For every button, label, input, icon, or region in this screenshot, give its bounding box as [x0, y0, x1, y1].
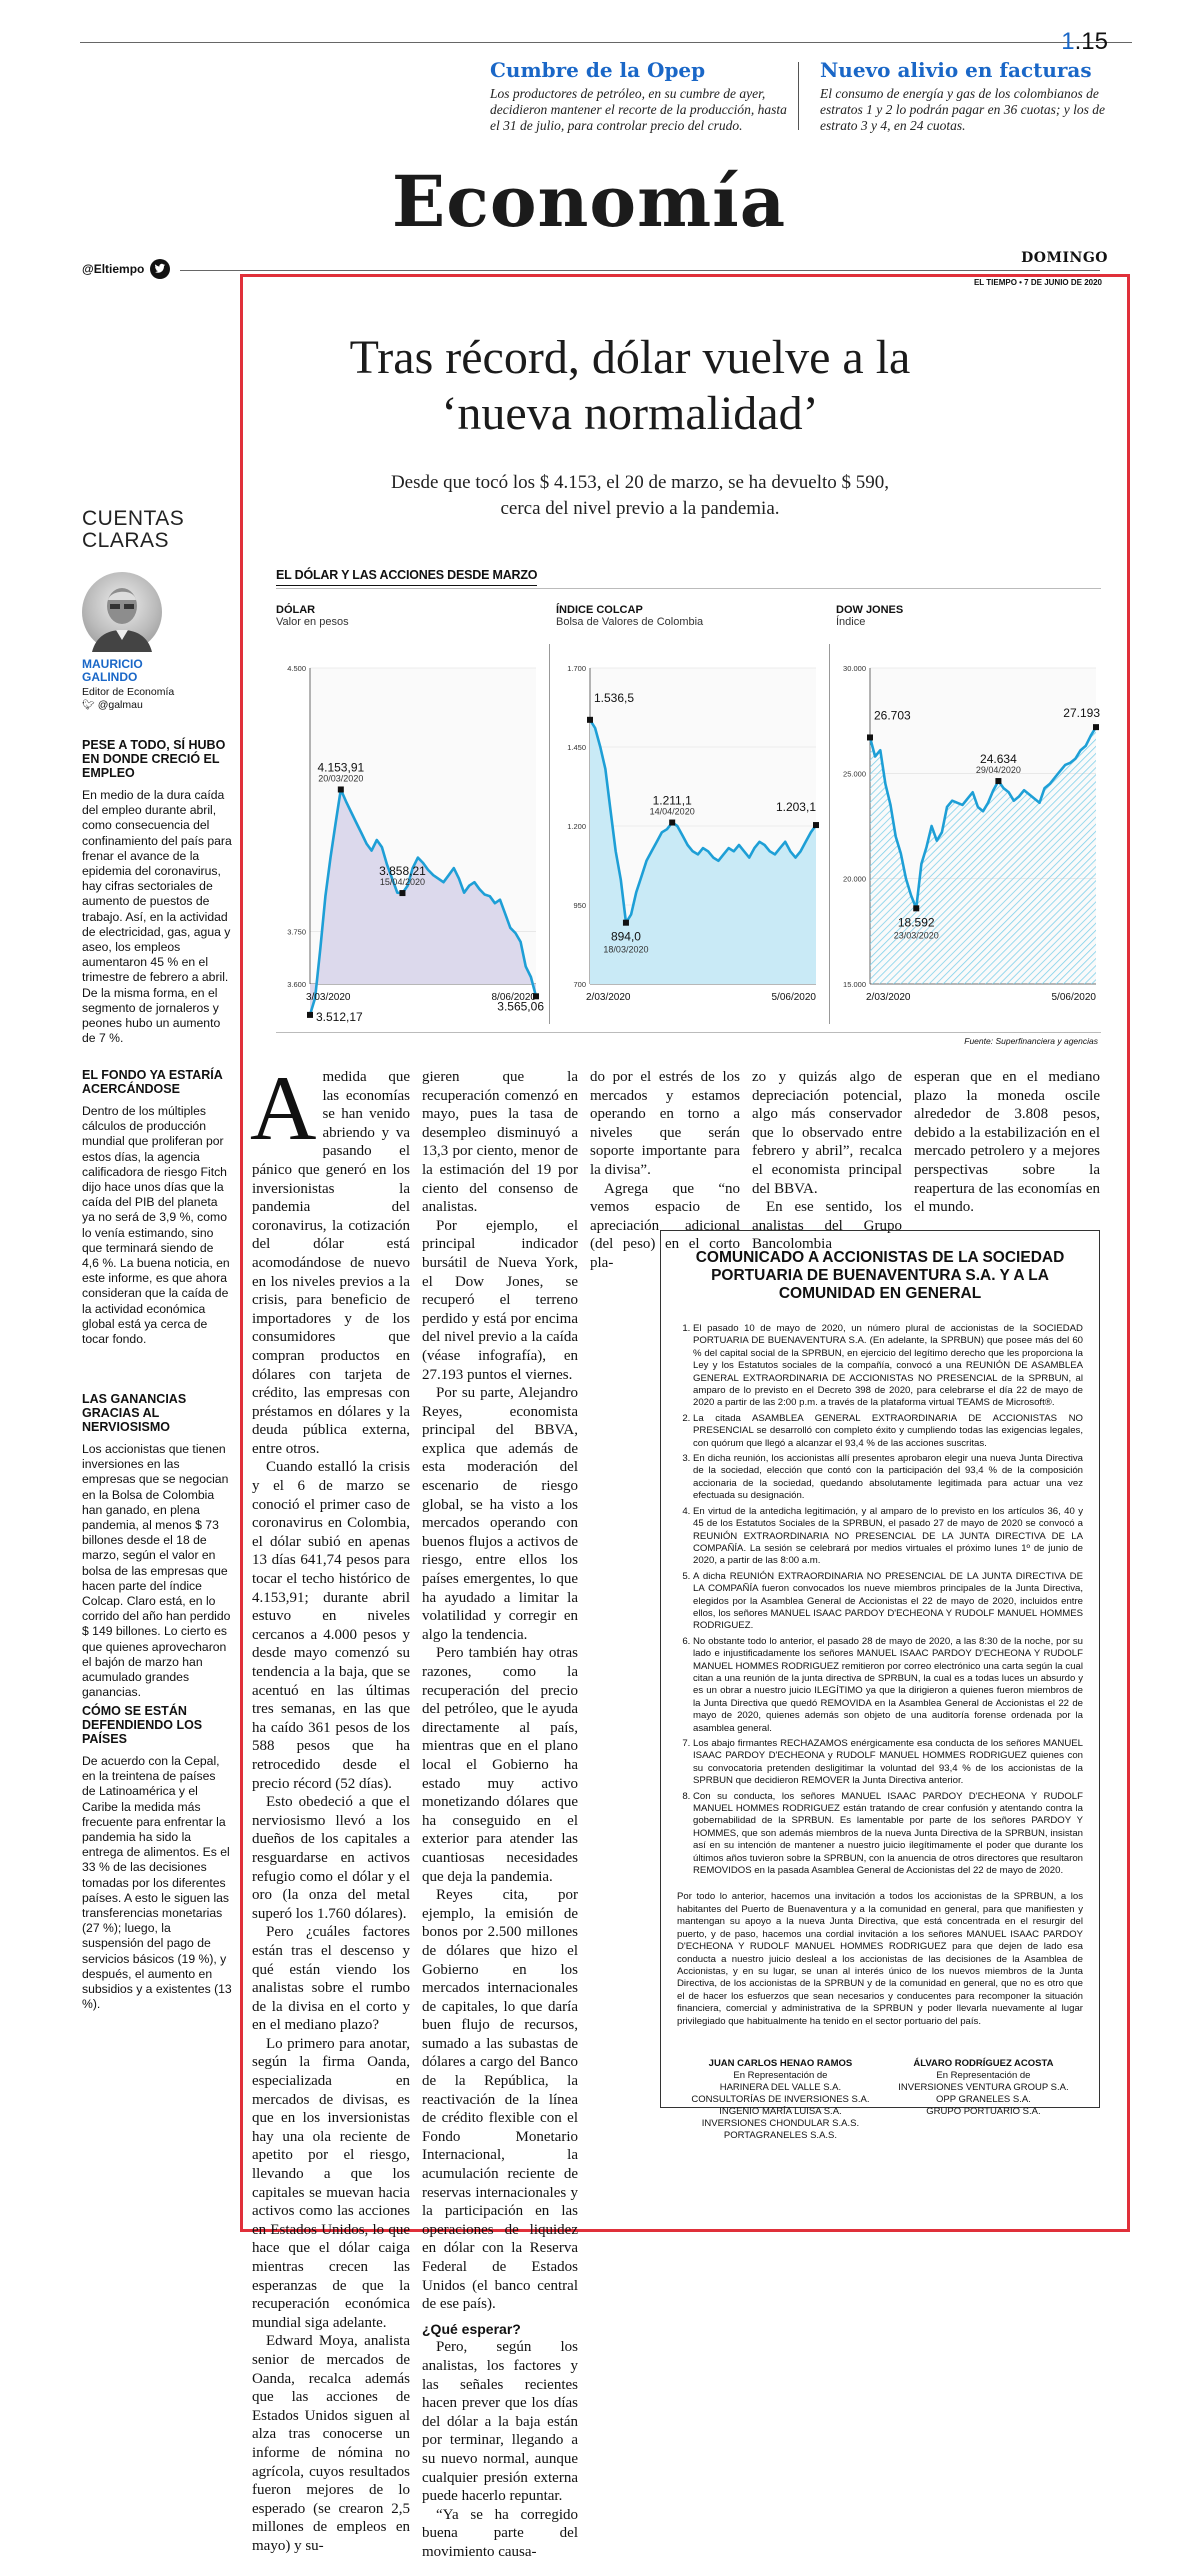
y-tick-label: 30.000: [843, 664, 866, 673]
article-col4: [752, 1068, 902, 1254]
article-col2: [422, 1068, 578, 2562]
article-paragraph: Reyes cita, por ejemplo, la emisión de bonos por 2.500 millones de dólares que hizo el Gobierno en los mercados internacionales de capitales, lo que daría buen flujo de recursos, sumado a las subastas de dólares a cargo del Banco de la República, la reactivación de la línea de crédito flexible con el Fondo Monetario Internacional, la acumulación reciente de reservas internacionales y la participación en las operaciones de liquidez en dólar con la Reserva Federal de Estados Unidos (el banco central de ese país).: [422, 1887, 578, 2313]
notice-signatures: [677, 2058, 1083, 2142]
date-line: EL TIEMPO • 7 DE JUNIO DE 2020: [973, 278, 1102, 287]
signature-role: En Representación de: [936, 2069, 1031, 2081]
data-point: [399, 890, 405, 896]
teaser-text: Los productores de petróleo, en su cumbre de ayer, decidieron mantener el recorte de la producción, hasta el 31 de julio, para controlar precio del crudo.: [490, 86, 787, 133]
data-point: [1093, 724, 1099, 730]
twitter-bird-icon: 🐦︎: [82, 699, 95, 711]
article-paragraph: Por su parte, Alejandro Reyes, economista principal del BBVA, explica que además de esta moderación del escenario de riesgo global, se ha visto a los mercados operando con buenos flujos a activos de riesgo, entre ellos los países emergentes, lo que ha ayudado a limitar la volatilidad y corregir en algo la tendencia.: [422, 1385, 578, 1643]
data-label: 26.703: [874, 708, 911, 723]
data-label: 1.536,5: [594, 690, 635, 705]
chart-title: DOW JONES: [836, 604, 904, 616]
article-col5: [914, 1068, 1100, 1217]
x-tick-label: 3/03/2020: [306, 992, 351, 1003]
section-title: Economía: [391, 160, 787, 243]
y-tick-label: 1.450: [567, 743, 586, 752]
chart-1: [556, 604, 824, 1024]
column-name: [82, 508, 184, 552]
data-label: 4.153,91: [317, 760, 365, 775]
y-tick-label: 3.750: [287, 927, 306, 937]
source-rule: [276, 1032, 1101, 1033]
notice-item: 7. Los abajo firmantes RECHAZAMOS enérgicamente esa conducta de los señores MANUEL ISAAC PARDOY D'ECHEONA y RUDOLF MANUEL HOMMES RODRIGUEZ quienes con su convocatoria pretenden desligitimar la voluntad del 93,4 % de los accionistas de la SPRBUN que decidieron REMOVER la Junta Directiva anterior.: [693, 1738, 1083, 1788]
notice-item: 2. La citada ASAMBLEA GENERAL EXTRAORDINARIA DE ACCIONISTAS NO PRESENCIAL se desarrolló con completo éxito y cumpliendo todas las exigencias legales, con quórum que llegó a alcanzar el 93,4 % de las acciones suscritas.: [693, 1413, 1083, 1450]
teaser-title: Cumbre de la Opep: [490, 58, 706, 82]
data-label: 3.858,21: [379, 864, 426, 879]
chart-svg: [836, 638, 1104, 1024]
article-paragraph: Edward Moya, analista senior de mercados de Oanda, recalca además que las acciones de Estados Unidos siguen al alza tras conocerse un informe de nómina no agrícola, cuyos resultados fueron mejores de lo esperado (se crearon 2,5 millones de empleos en mayo) y su-: [252, 2333, 410, 2554]
page-number-small: .15: [1074, 28, 1108, 55]
teaser-text: El consumo de energía y gas de los colombianos de estratos 1 y 2 lo podrán pagar en 36 cuotas; y los de estrato 3 y 4, en 24 cuotas.: [820, 86, 1105, 133]
chart-0: [276, 604, 544, 1024]
sidebar-item-fondo: [82, 1068, 232, 1347]
charts-area: [276, 604, 1106, 1024]
y-tick-label: 700: [573, 980, 586, 989]
sidebar-item-paises: [82, 1704, 232, 2012]
y-tick-label: 20.000: [843, 874, 866, 884]
notice-item: 5. A dicha REUNIÓN EXTRAORDINARIA NO PRESENCIAL DE LA JUNTA DIRECTIVA DE LA COMPAÑÍA fueron convocados los nueve miembros principales de la Junta Directiva, elegidos por la Asamblea General de Accionistas el 22 de mayo de 2020, incluidos entre ellos, los señores MANUEL ISAAC PARDOY D'ECHEONA Y RUDOLF MANUEL HOMMES RODRIGUEZ.: [693, 1571, 1083, 1633]
data-point: [307, 1012, 313, 1018]
notice-item: 1. El pasado 10 de mayo de 2020, un número plural de accionistas de la SOCIEDAD PORTUARIA DE BUENAVENTURA S.A. (En adelante, la SPRBUN) que posee más del 60 % del capital social de la SPRBUN, en ejercicio del legítimo derecho que les proporciona la Ley y los Estatutos sociales de la compañía, convocó a una REUNIÓN DE ASAMBLEA GENERAL EXTRAORDINARIA DE ACCIONISTAS NO PRESENCIAL de la SPRBUN, al amparo de lo previsto en el Decreto 398 de 2020, para celebrarse el día 22 de mayo de 2020 a partir de las 2:00 p.m. a través de la plataforma virtual TEAMS de Microsoft®.: [693, 1323, 1083, 1410]
sidebar-text: Los accionistas que tienen inversiones en las empresas que se negocian en la Bolsa de Colombia han ganado, en plena pandemia, al menos $ 73 billones desde el 18 de marzo, según el valor en bolsa de las empresas que hacen parte del índice Colcap. Claro está, en lo corrido del año han perdido $ 149 billones. Lo cierto es que quienes aprovecharon el bajón de marzo han acumulado grandes ganancias.: [82, 1442, 231, 1700]
signature-name: JUAN CARLOS HENAO RAMOS: [708, 2057, 853, 2069]
data-label: 894,0: [610, 929, 641, 944]
y-tick-label: 1.700: [567, 664, 586, 673]
signature-name: ÁLVARO RODRÍGUEZ ACOSTA: [913, 2057, 1054, 2069]
chart-subtitle: Índice: [836, 616, 866, 628]
twitter-handle: @Eltiempo: [82, 262, 145, 276]
sidebar-text: Dentro de los múltiples cálculos de producción mundial que proliferan por estos días, la agencia calificadora de riesgo Fitch dijo hace unos días que la caída del PIB del planeta ya no será de 3,9 %, como lo venía estimando, sino que terminará siendo de 4,6 %. La buena noticia, en este informe, es que ahora consideran que la caída de la actividad económica global está ya cerca de tocar fondo.: [82, 1104, 230, 1347]
data-point: [995, 778, 1001, 784]
article-paragraph: zo y quizás algo de depreciación potencial, algo más conservador que lo observado entre febrero y abril”, recalca el economista principal del BBVA.: [752, 1069, 902, 1197]
author-twitter: @galmau: [97, 699, 143, 711]
teaser-divider: [798, 62, 799, 130]
notice-item: 4. En virtud de la antedicha legitimación, y al amparo de lo previsto en los artículos 36, 40 y 45 de los Estatutos Sociales de la SPRBUN, el pasado 27 de mayo de 2020 se convocó a REUNIÓN EXTRAORDINARIA NO PRESENCIAL DE LA JUNTA DIRECTIVA DE LA COMPAÑÍA. La sesión se celebrará por medios virtuales el próximo lunes 1º de junio de 2020, a partir de las 8:00 a.m.: [693, 1506, 1083, 1568]
notice-title: COMUNICADO A ACCIONISTAS DE LA SOCIEDAD PORTUARIA DE BUENAVENTURA S.A. Y A LA COMUNIDAD EN GENERAL: [695, 1249, 1065, 1302]
author-name-line2: GALINDO: [82, 670, 138, 684]
article-paragraph: Por ejemplo, el principal indicador bursátil de Nueva York, el Dow Jones, se recuperó el terreno perdido y está por encima del nivel previo a la caída (véase infografía), en 27.193 puntos el viernes.: [422, 1217, 578, 1383]
signature-company: INGENIO MARÍA LUISA S.A.: [719, 2105, 842, 2117]
sidebar-item-ganancias: [82, 1392, 232, 1700]
x-tick-label: 5/06/2020: [1051, 992, 1096, 1003]
headline: Tras récord, dólar vuelve a la ‘nueva normalidad’: [349, 331, 911, 440]
sidebar-title: LAS GANANCIAS GRACIAS AL NERVIOSISMO: [82, 1392, 187, 1434]
data-label-date: 15/04/2020: [379, 877, 425, 888]
signature-henao: [691, 2058, 869, 2142]
data-point: [867, 734, 873, 740]
sidebar-title: PESE A TODO, SÍ HUBO EN DONDE CRECIÓ EL EMPLEO: [82, 738, 226, 780]
column-name-line2: CLARAS: [82, 529, 170, 552]
top-rule: [80, 42, 1132, 43]
data-label: 24.634: [980, 752, 1017, 767]
teaser-facturas[interactable]: [820, 58, 1110, 134]
y-tick-label: 15.000: [843, 980, 866, 989]
author-name: [82, 658, 222, 684]
author-twitter-row[interactable]: [82, 699, 222, 711]
twitter-handle-row[interactable]: [82, 259, 170, 279]
article-paragraph: Cuando estalló la crisis y el 6 de marzo se conoció el primer caso de coronavirus en Colombia, el dólar subió en apenas 13 días 641,74 pesos para tocar el techo histórico de 4.153,91; durante abril estuvo en niveles cercanos a 4.000 pesos y desde mayo comenzó su tendencia a la baja, que se acentuó en las últimas tres semanas, en las que ha caído 361 pesos de los 588 pesos que ha retrocedido desde el precio récord (52 días).: [252, 1459, 410, 1792]
sidebar-item-empleo: [82, 738, 232, 1046]
article-paragraph: Lo primero para anotar, según la firma Oanda, especializada en mercados de divisas, es que en los inversionistas hay una ola reciente de apetito por el riesgo, llevando a que los capitales se muevan hacia activos como las acciones en Estados Unidos, lo que hace que el dólar caiga mientras crecen las esperanzas de que la recuperación económica mundial siga adelante.: [252, 2035, 410, 2331]
author-role: Editor de Economía: [82, 686, 175, 698]
sidebar-text: En medio de la dura caída del empleo durante abril, como consecuencia del confinamiento del país para frenar el avance de la epidemia del coronavirus, hay cifras sectoriales de aumento de puestos de trabajo. Así, en la actividad de electricidad, gas, agua y aseo, los empleos aumentaron 45 % en el trimestre de febrero a abril. De la misma forma, en el segmento de jornaleros y peones hubo un aumento de 7 %.: [82, 788, 232, 1046]
data-label: 3.565,06: [497, 999, 544, 1014]
infographic-title: EL DÓLAR Y LAS ACCIONES DESDE MARZO: [276, 568, 537, 586]
data-label-date: 23/03/2020: [893, 930, 939, 941]
data-point: [587, 717, 593, 723]
chart-divider: [549, 644, 550, 1024]
article-col1: [250, 1057, 410, 2556]
y-tick-label: 25.000: [843, 769, 866, 779]
x-tick-label: 2/03/2020: [586, 992, 631, 1003]
data-point: [669, 820, 675, 826]
article-paragraph: medida que las economías se han venido abriendo y va pasando el pánico que generó en los inversionistas la pandemia del coronavirus, la cotización del dólar está acomodándose de nuevo en los niveles previos a la crisis, para beneficio de importadores y de los consumidores que compran productos en dólares con tarjeta de crédito, las empresas con préstamos en dólares y la deuda pública externa, entre otros.: [252, 1069, 410, 1457]
article-paragraph: do por el estrés de los mercados y estamos operando en torno a niveles que serán soporte importante para la divisa”.: [590, 1069, 740, 1178]
article-paragraph: En ese sentido, los analistas del Grupo Bancolombia: [752, 1199, 902, 1253]
twitter-icon: [150, 259, 170, 279]
sidebar-title: CÓMO SE ESTÁN DEFENDIENDO LOS PAÍSES: [82, 1704, 203, 1746]
chart-divider: [829, 644, 830, 1024]
chart-svg: [276, 638, 544, 1024]
signature-role: En Representación de: [733, 2069, 828, 2081]
chart-2: [836, 604, 1104, 1024]
author-block: [82, 658, 222, 711]
sidebar-text: De acuerdo con la Cepal, en la treintena de países de Latinoamérica y el Caribe la medida más frecuente para enfrentar la pandemia ha sido la entrega de alimentos. Es el 33 % de las decisiones tomadas por los diferentes países. A esto le siguen las transferencias monetarias (27 %); luego, la suspensión del pago de servicios básicos (19 %), y después, el aumento en subsidios y a existentes (13 %).: [82, 1754, 232, 2012]
infographic-source: Fuente: Superfinanciera y agencias: [964, 1036, 1098, 1046]
infographic-rule: [276, 588, 1101, 589]
notice-closing: Por todo lo anterior, hacemos una invitación a todos los accionistas de la SPRBUN, a los habitantes del Puerto de Buenaventura y a la comunidad en general, para que manifiesten y mantengan su apoyo a la nueva Junta Directiva, que está concentrada en el resurgir del puerto, y de paso, hacemos una cordial invitación a los señores MANUEL ISAAC PARDOY D'ECHEONA Y RUDOLF MANUEL HOMMES RODRIGUEZ para que dejen de lado esa conducta a nuestro juicio desleal a los accionistas de las decisiones de la Asamblea de Accionistas, y en su lugar, se unan al interés único de los nuevos miembros de la Junta Directiva, de los accionistas de la SPRBUN y de la comunidad en general, que no es otro que el de hacer los esfuerzos que sean necesarios y conducentes para recomponer la situación financiera, comercial y administrativa de la SPRBUN y poder llevarla nuevamente al lugar privilegiado que habitualmente ha tenido en el sector portuario del país.: [677, 1891, 1083, 2027]
subheadline: Desde que tocó los $ 4.153, el 20 de marzo, se ha devuelto $ 590, cerca del nivel previo a la pandemia.: [390, 472, 890, 519]
data-point: [813, 822, 819, 828]
column-name-line1: CUENTAS: [82, 507, 185, 530]
data-point: [338, 786, 344, 792]
y-tick-label: 4.500: [287, 664, 306, 673]
chart-title: ÍNDICE COLCAP: [556, 604, 643, 616]
data-label-date: 29/04/2020: [975, 765, 1021, 776]
signature-company: INVERSIONES VENTURA GROUP S.A.: [898, 2081, 1069, 2093]
chart-title: DÓLAR: [276, 604, 316, 616]
article-paragraph: “Ya se ha corregido buena parte del movimiento causa-: [422, 2506, 578, 2560]
day-label: DOMINGO: [1021, 250, 1108, 266]
notice-item: 8. Con su conducta, los señores MANUEL ISAAC PARDOY D'ECHEONA Y RUDOLF MANUEL HOMMES RODRIGUEZ están tratando de crear confusión y atentando contra la gobernabilidad de la SPRBUN. Es lamentable por parte de los señores PARDOY Y HOMMES, que son además miembros de la nueva Junta Directiva de la SPRBUN, insistan así en su intención de mantener a nuestro juicio ilegítimamente el poder que durante los últimos años tuvieron sobre la SPRBUN, con la anuencia de otros directores que resultaron REMOVIDOS en la pasada Asamblea General de Accionistas del 22 de mayo de 2020.: [693, 1791, 1083, 1878]
data-label: 18.592: [897, 915, 935, 930]
notice-item: 3. En dicha reunión, los accionistas allí presentes aprobaron elegir una nueva Junta Directiva de la sociedad, elección que contó con la participación del 93,4 % de la composición accionaria de la sociedad, quedando absolutamente legitimada para actuar una vez efectuada su designación.: [693, 1453, 1083, 1503]
article-paragraph: Agrega que “no vemos espacio de apreciación adicional (del peso) en el corto pla-: [590, 1180, 740, 1271]
x-tick-label: 8/06/2020: [491, 992, 536, 1003]
data-label: 1.211,1: [652, 793, 692, 808]
article-paragraph: Esto obedeció a que el nerviosismo llevó a los dueños de los capitales a resguardarse en activos refugio como el dólar y el oro (la onza del metal superó los 1.760 dólares).: [252, 1794, 410, 1922]
chart-subtitle: Valor en pesos: [276, 616, 349, 628]
article-paragraph: Pero también hay otras razones, como la recuperación del precio del petróleo, que le ayuda directamente al país, mientras que en el plano local el Gobierno ha estado muy activo monetizando dólares que ha conseguido en el exterior para atender las cuantiosas necesidades que deja la pandemia.: [422, 1645, 578, 1885]
page-number: [1061, 28, 1108, 56]
teaser-title: Nuevo alivio en facturas: [820, 58, 1092, 82]
signature-company: CONSULTORÍAS DE INVERSIONES S.A.: [691, 2093, 870, 2105]
data-label-date: 18/03/2020: [603, 944, 649, 955]
avatar: [82, 572, 162, 652]
header-rule: [180, 270, 1100, 271]
article-subhead: ¿Qué esperar?: [422, 2320, 521, 2337]
author-photo: [82, 572, 162, 652]
signature-company: OPP GRANELES S.A.: [936, 2093, 1031, 2105]
signature-company: PORTAGRANELES S.A.S.: [723, 2129, 838, 2141]
x-tick-label: 5/06/2020: [771, 992, 816, 1003]
data-label-date: 20/03/2020: [318, 773, 364, 784]
x-tick-label: 2/03/2020: [866, 992, 911, 1003]
author-name-line1: MAURICIO: [82, 657, 143, 671]
data-label: 27.193: [1063, 706, 1100, 721]
dropcap: A: [250, 1057, 317, 1159]
article-paragraph: esperan que en el mediano plazo la moneda oscile alrededor de 3.808 pesos, debido a la estabilización en el mercado petrolero y a mejores perspectivas sobre la reapertura de las economías en el mundo.: [914, 1069, 1100, 1216]
data-label: 3.512,17: [316, 1009, 363, 1024]
signature-company: HARINERA DEL VALLE S.A.: [719, 2081, 842, 2093]
teaser-opep[interactable]: [490, 58, 790, 134]
y-tick-label: 1.200: [567, 822, 586, 831]
article-paragraph: Pero, según los analistas, los factores y las señales recientes hacen prever que los días del dólar a la baja están por terminar, llegando a su nuevo normal, aunque cualquier presión externa puede hacerlo repuntar.: [422, 2339, 578, 2505]
y-tick-label: 3.600: [287, 980, 306, 989]
data-point: [913, 905, 919, 911]
shareholders-notice: [660, 1230, 1100, 2141]
notice-item: 6. No obstante todo lo anterior, el pasado 28 de mayo de 2020, a las 8:30 de la noche, por su lado e injustificadamente los señores MANUEL ISAAC PARDOY D'ECHEONA Y RUDOLF MANUEL HOMMES RODRIGUEZ remitieron por correo electrónico una carta según la cual citan a una reunión de la junta directiva de SPRBUN, la cual es a todas luces un absurdo y es un obrar a nuestro juicio ILEGÍTIMO ya que la dirigieron a quienes fueron miembros de la Junta Directiva que quedó REMOVIDA en la Asamblea General de Accionistas el 22 de mayo de 2020, quienes además son objeto de una auditoría forense ordenada por la asamblea general.: [693, 1636, 1083, 1735]
chart-subtitle: Bolsa de Valores de Colombia: [556, 616, 704, 628]
article-paragraph: Pero ¿cuáles factores están tras el descenso y qué están viendo los analistas sobre el rumbo de la divisa en el corto y en el mediano plazo?: [252, 1924, 410, 2034]
chart-svg: [556, 638, 824, 1024]
notice-list: [677, 1323, 1083, 1877]
article-col1-body: [250, 1057, 410, 2556]
signature-company: GRUPO PORTUARIO S.A.: [926, 2105, 1041, 2117]
signature-rodriguez: [898, 2058, 1068, 2142]
signature-company: INVERSIONES CHONDULAR S.A.S.: [701, 2117, 860, 2129]
sidebar-title: EL FONDO YA ESTARÍA ACERCÁNDOSE: [82, 1068, 223, 1096]
data-point: [623, 920, 629, 926]
article-paragraph: gieren que la recuperación comenzó en mayo, pues la tasa de desempleo disminuyó a 13,3 por ciento, menor de la estimación del 19 por ciento del consenso de analistas.: [422, 1069, 578, 1216]
page-number-big: 1: [1061, 28, 1075, 55]
data-label: 1.203,1: [775, 800, 816, 815]
data-label-date: 14/04/2020: [649, 806, 695, 817]
y-tick-label: 950: [573, 901, 586, 910]
